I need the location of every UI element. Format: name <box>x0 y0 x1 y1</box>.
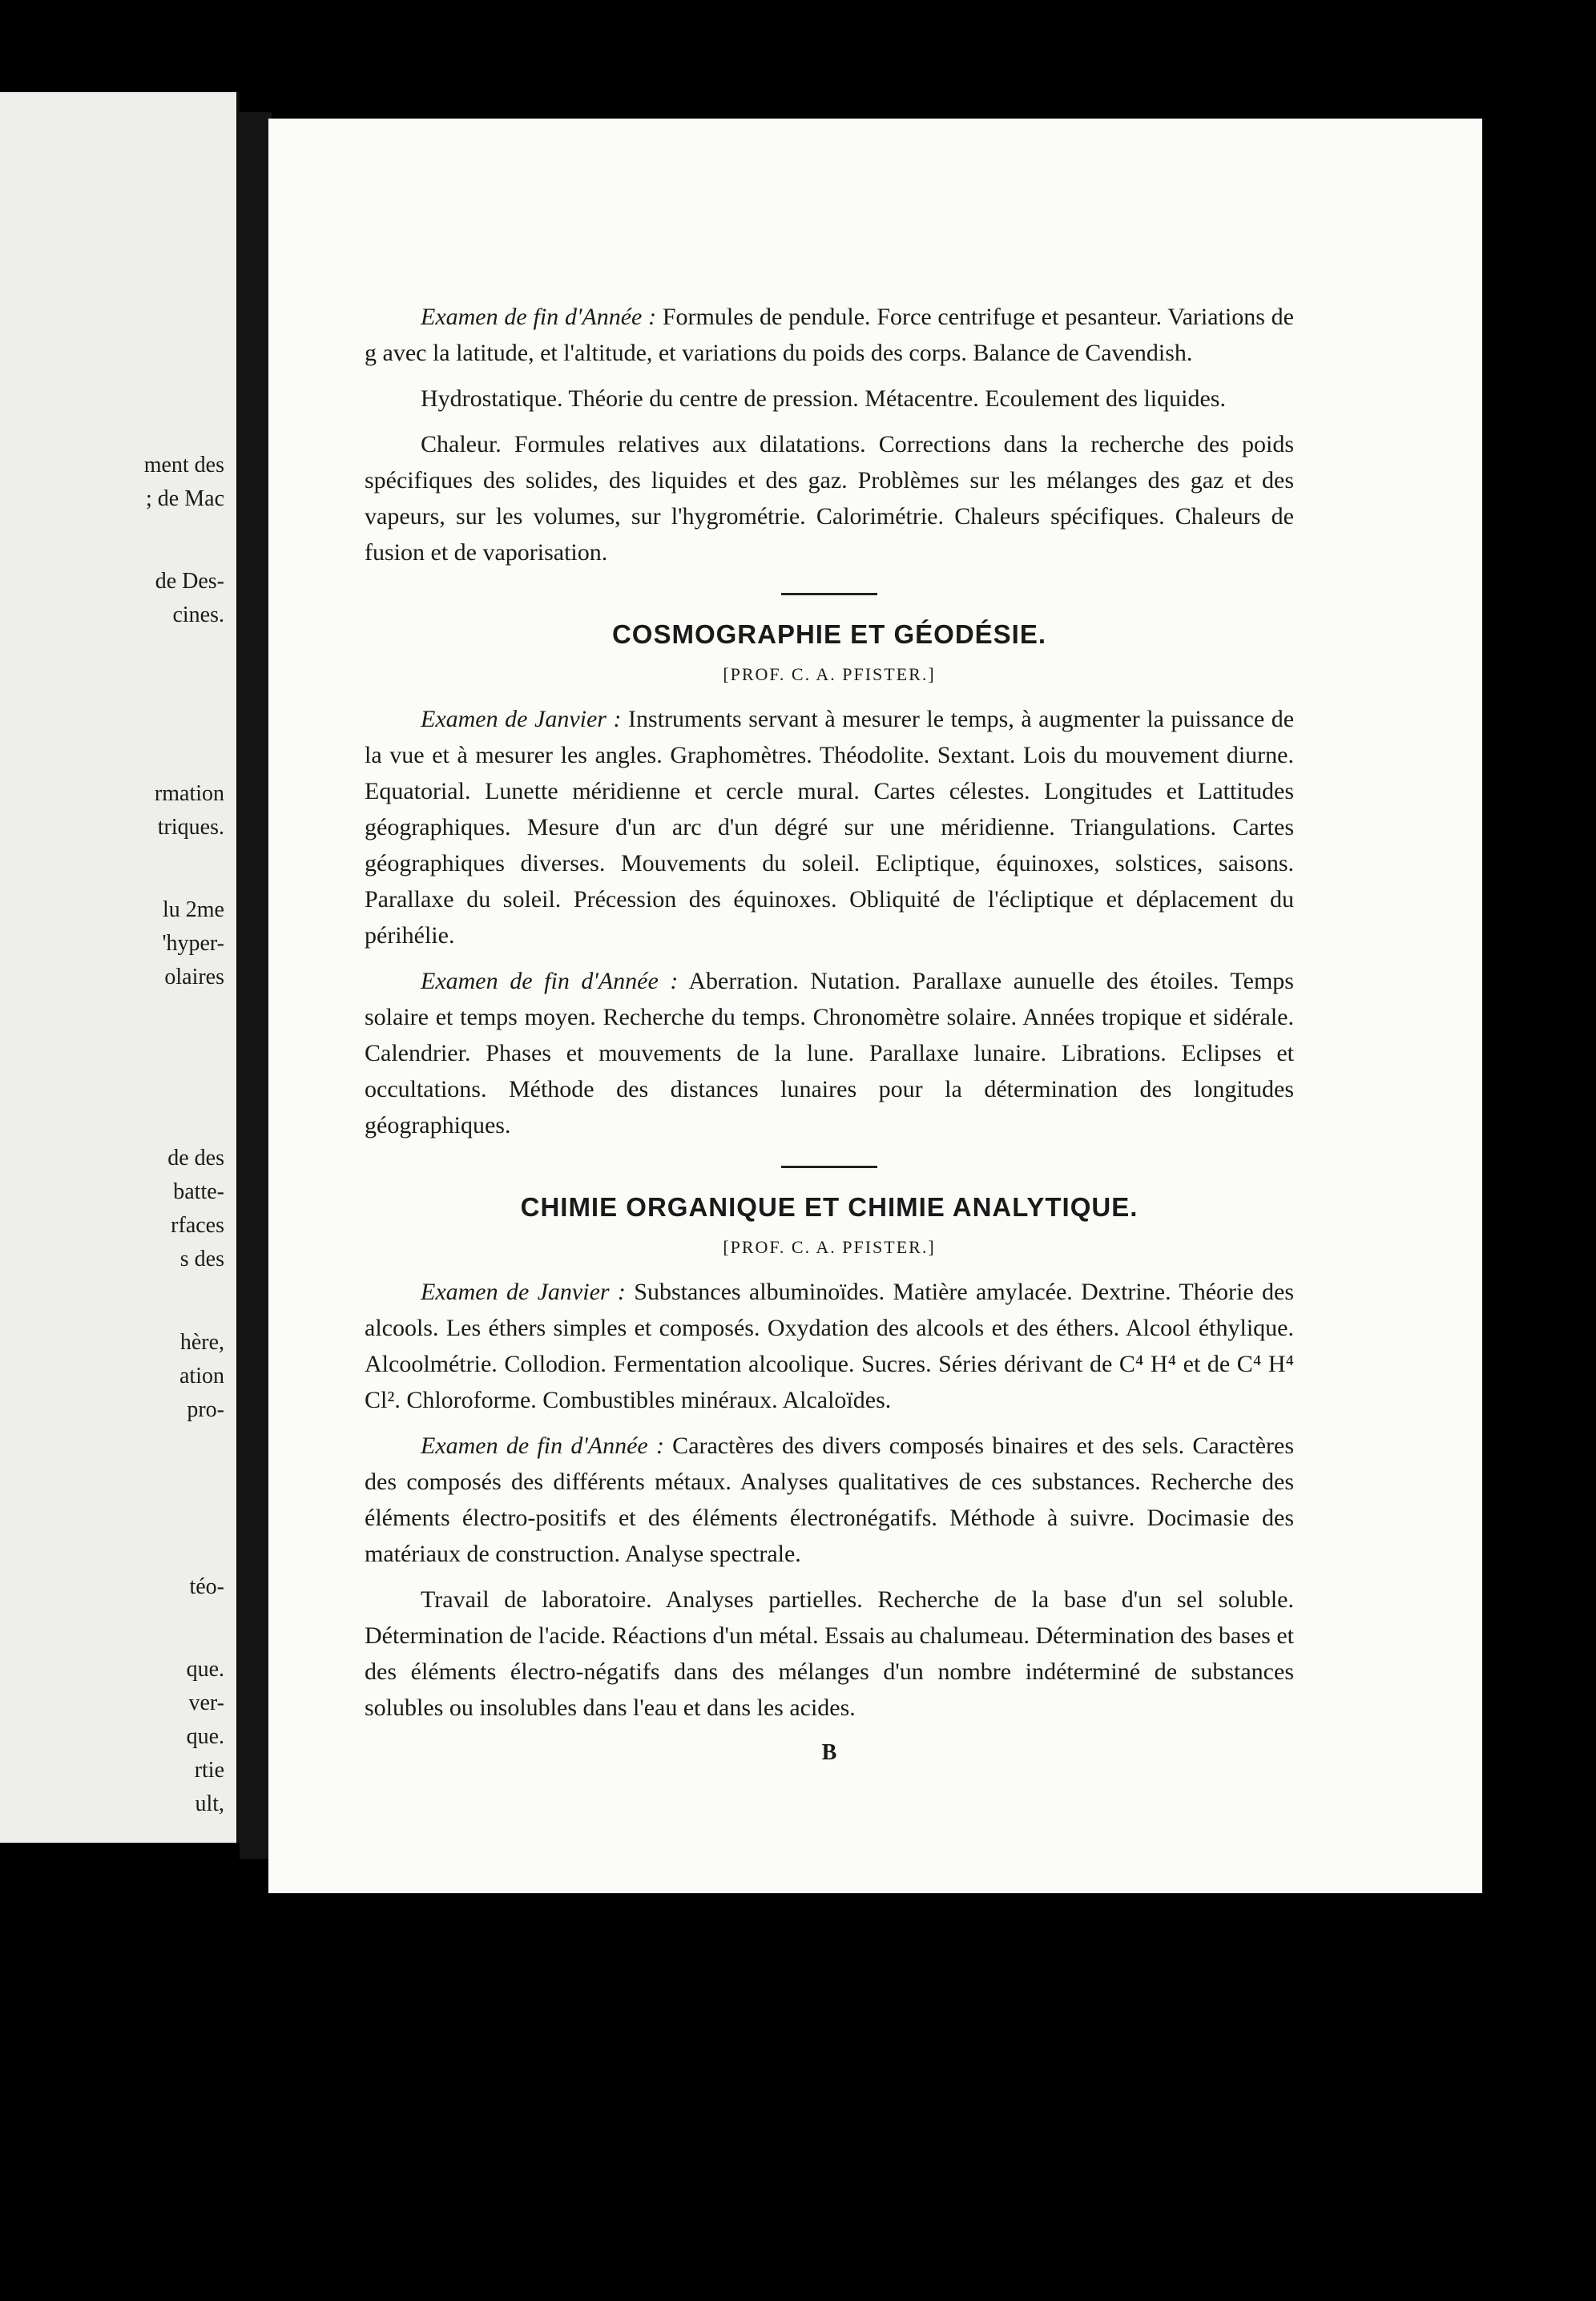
exam-label: Examen de Janvier : <box>421 1279 626 1305</box>
section-divider <box>781 593 877 595</box>
chimie-fin-paragraph: Examen de fin d'Année : Caractères des divers composés binaires et des sels. Caractères des composés des différents métaux. Analyses qualitatives de ces substances. Recherche des éléments électro-positifs et des éléments électronégatifs. Méthode à suivre. Docimasie des matériaux de construction. Analyse spectrale. <box>365 1433 1294 1567</box>
physics-paragraph-3: Chaleur. Formules relatives aux dilatations. Corrections dans la recherche des poids spécifiques des solides, des liquides et des gaz. Problèmes sur les mélanges des gaz et des vapeurs, sur les volumes, sur l'hygrométrie. Calorimétrie. Chaleurs spécifiques. Chaleurs de fusion et de vaporisation. <box>365 431 1294 566</box>
section-title-chimie: CHIMIE ORGANIQUE ET CHIMIE ANALYTIQUE. <box>520 1192 1139 1222</box>
left-page-fragment: de des <box>167 1146 224 1171</box>
book-gutter <box>240 112 272 1859</box>
left-page-fragment: rfaces <box>171 1213 224 1238</box>
page-content <box>365 299 1294 1766</box>
left-page-fragment: lu 2me <box>163 897 224 922</box>
chimie-janvier-paragraph: Examen de Janvier : Substances albuminoïdes. Matière amylacée. Dextrine. Théorie des alcools. Les éthers simples et composés. Oxydation des alcools et des éthers. Alcool éthylique. Alcoolmétrie. Collodion. Fermentation alcoolique. Sucres. Séries dérivant de C⁴ H⁴ et de C⁴ H⁴ Cl². Chloroforme. Combustibles minéraux. Alcaloïdes. <box>365 1279 1294 1413</box>
left-page-fragment: ment des <box>143 453 224 478</box>
physics-paragraph-2: Hydrostatique. Théorie du centre de pression. Métacentre. Ecoulement des liquides. <box>421 385 1226 412</box>
left-page <box>0 92 240 1843</box>
left-page-fragment: rmation <box>154 781 224 806</box>
right-page <box>268 119 1482 1893</box>
left-page-fragment: que. <box>186 1724 224 1749</box>
signature-mark: B <box>821 1740 837 1765</box>
exam-label: Examen de fin d'Année : <box>421 968 679 994</box>
professor-credit: [PROF. C. A. PFISTER.] <box>723 664 936 684</box>
cosmo-fin-paragraph: Examen de fin d'Année : Aberration. Nutation. Parallaxe aunuelle des étoiles. Temps solaire et temps moyen. Recherche du temps. Chronomètre solaire. Années tropique et sidérale. Calendrier. Phases et mouvements de la lune. Parallaxe lunaire. Librations. Eclipses et occultations. Méthode des distances lunaires pour la détermination des longitudes géographiques. <box>365 968 1294 1138</box>
left-page-fragment: s des <box>179 1247 224 1271</box>
left-page-fragment: rtie <box>194 1758 224 1783</box>
left-page-fragment: que. <box>186 1657 224 1682</box>
exam-label: Examen de fin d'Année : <box>421 1433 664 1459</box>
left-page-fragment: ult, <box>195 1791 224 1816</box>
left-page-fragment: batte- <box>173 1179 224 1204</box>
section-title-cosmographie: COSMOGRAPHIE ET GÉODÉSIE. <box>611 619 1047 649</box>
professor-credit: [PROF. C. A. PFISTER.] <box>723 1237 936 1257</box>
left-page-fragment: triques. <box>157 815 224 840</box>
left-page-fragment: ation <box>179 1364 224 1388</box>
left-page-fragment: olaires <box>164 965 224 989</box>
chimie-lab-paragraph: Travail de laboratoire. Analyses partielles. Recherche de la base d'un sel soluble. Détermination de l'acide. Réactions d'un métal. Essais au chalumeau. Détermination des bases et des éléments électro-négatifs dans des mélanges d'un nombre indéterminé de substances solubles ou insolubles dans l'eau et dans les acides. <box>365 1586 1294 1721</box>
left-page-fragment: hère, <box>179 1330 224 1355</box>
left-page-fragment: téo- <box>189 1574 224 1599</box>
physics-paragraph-1: Examen de fin d'Année : Formules de pendule. Force centrifuge et pesanteur. Variations de g avec la latitude, et l'altitude, et variations du poids des corps. Balance de Cavendish. <box>365 304 1294 366</box>
cosmo-janvier-paragraph: Examen de Janvier : Instruments servant à mesurer le temps, à augmenter la puissance de la vue et à mesurer les angles. Graphomètres. Théodolite. Sextant. Lois du mouvement diurne. Equatorial. Lunette méridienne et cercle mural. Cartes célestes. Longitudes et Lattitudes géographiques. Mesure d'un arc d'un dégré sur une méridienne. Triangulations. Cartes géographiques diverses. Mouvements du soleil. Ecliptique, équinoxes, solstices, saisons. Parallaxe du soleil. Précession des équinoxes. Obliquité de l'écliptique et déplacement du périhélie. <box>365 706 1295 949</box>
left-page-fragment: pro- <box>187 1397 224 1422</box>
section-divider <box>781 1166 877 1168</box>
left-page-fragment: cines. <box>172 602 224 627</box>
exam-label: Examen de fin d'Année : <box>421 304 657 330</box>
left-page-fragment: 'hyper- <box>162 931 224 956</box>
left-page-fragment: ver- <box>188 1690 224 1715</box>
left-page-fragment: ; de Mac <box>146 486 224 511</box>
left-page-fragment: de Des- <box>155 569 224 594</box>
exam-label: Examen de Janvier : <box>421 706 622 732</box>
